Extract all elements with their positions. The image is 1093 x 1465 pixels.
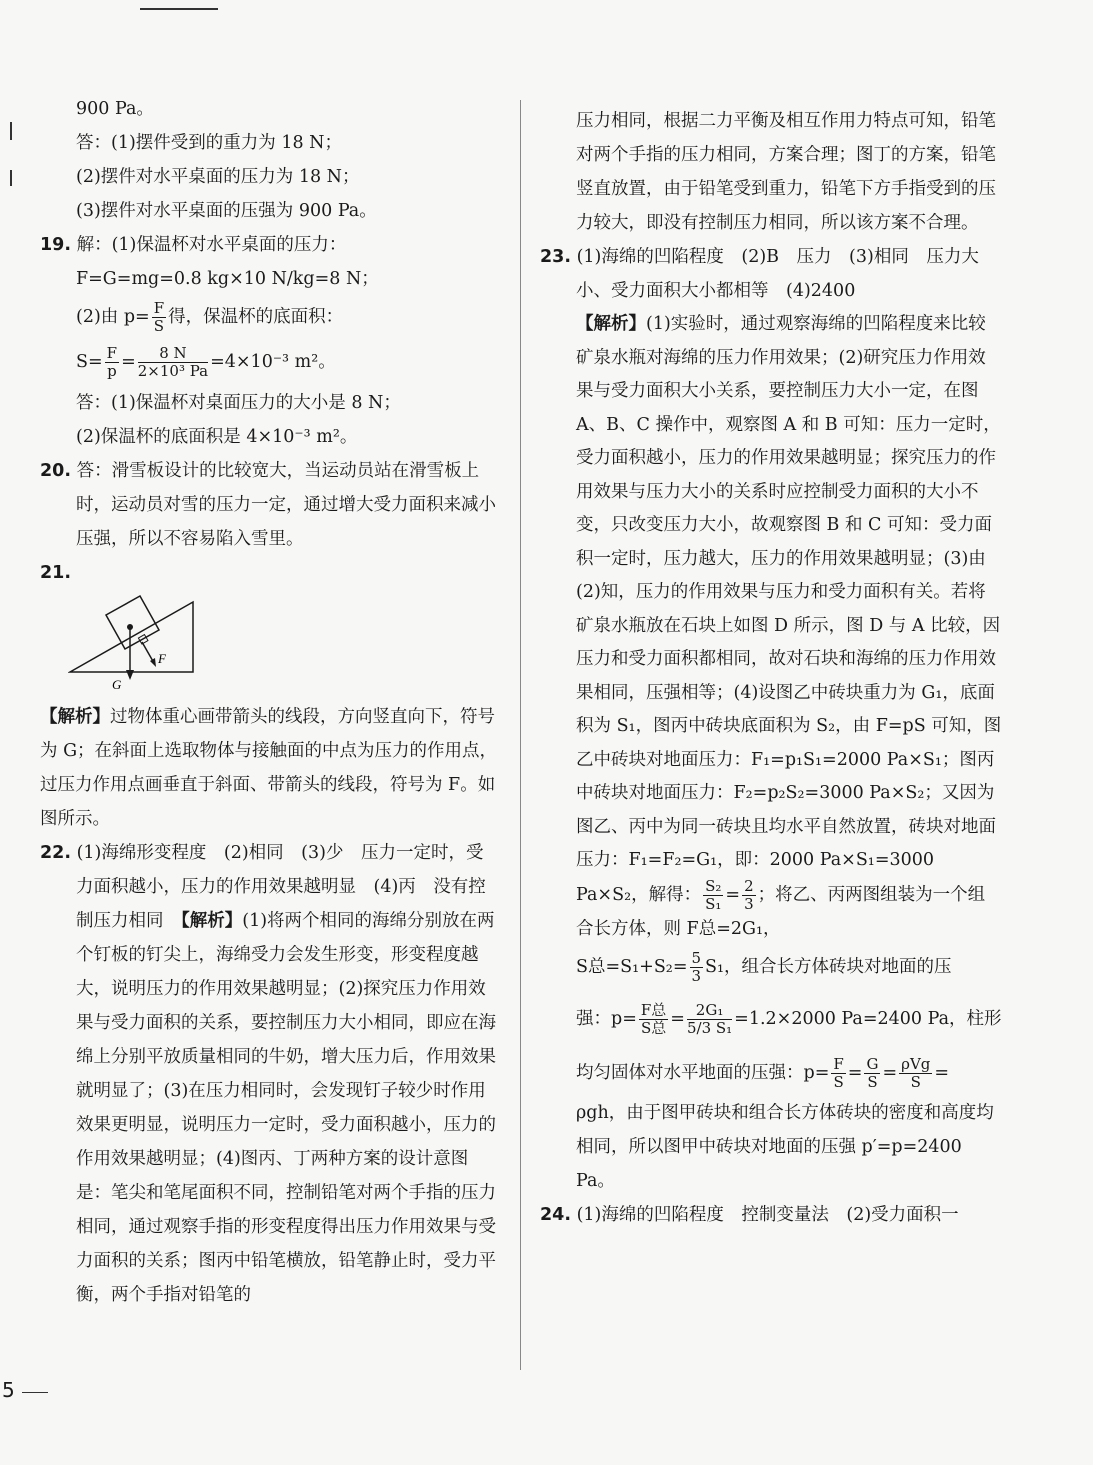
fraction: $\frac{F}{S}$ [153, 299, 165, 335]
question-number: 19. [40, 235, 72, 255]
incline-diagram-svg [68, 590, 228, 690]
text-line: 900 Pa。 [76, 99, 154, 119]
top-mark [140, 8, 218, 10]
question-23 [540, 240, 1002, 308]
force-label-G: G [112, 677, 122, 690]
question-24 [540, 1198, 1002, 1232]
pressure-arrowhead [150, 658, 156, 667]
analysis-text: ρgh，由于图甲砖块和组合长方体砖块的密度和高度均相同，所以图甲中砖块对地面的压强 p′=p=2400 Pa。 [576, 1103, 994, 1191]
text-line: (3)摆件对水平桌面的压强为 900 Pa。 [76, 201, 377, 221]
answer-text: (1)海绵的凹陷程度 (2)B 压力 (3)相同 压力大小、受力面积大小都相等 (4)2400 [576, 247, 979, 301]
equation: (2)由 p= $\frac{F}{S}$ 得，保温杯的底面积： [76, 299, 344, 335]
text-line: 压力相同，根据二力平衡及相互作用力特点可知，铅笔对两个手指的压力相同，方案合理；图丁的方案，铅笔竖直放置，由于铅笔受到重力，铅笔下方手指受到的压力较大，即没有控制压力相同，所以该方案不合理。 [576, 111, 996, 233]
analysis-text: 过物体重心画带箭头的线段，方向竖直向下，符号为 G；在斜面上选取物体与接触面的中点为压力的作用点，过压力作用点画垂直于斜面、带箭头的线段，符号为 F。如图所示。 [40, 707, 498, 829]
block [106, 596, 159, 649]
left-column [40, 92, 498, 1312]
equation: F=G=mg=0.8 kg×10 N/kg=8 N； [76, 269, 379, 289]
equation: 强：p= $\frac{\text{F总}}{\text{S总}}$ = $\frac{\text{2G₁}}{\text{5/3 S₁}}$ =1.2×2000 Pa=2400 Pa，柱形 [576, 1001, 1002, 1037]
fraction: $\frac{8 N}{\text{2×10³ Pa}}$ [137, 344, 209, 380]
answer-text: (1)海绵的凹陷程度 控制变量法 (2)受力面积一 [576, 1205, 959, 1225]
equation: 均匀固体对水平地面的压强：p= $\frac{F}{S}$ = $\frac{G}{S}$ = $\frac{\text{ρVg}}{S}$ = [576, 1055, 950, 1091]
analysis-text: ；将乙、丙两图组装为一个组合长方体，则 F总=2G₁， [576, 884, 986, 939]
fraction: $\frac{5}{3}$ [691, 949, 702, 985]
question-number: 23. [540, 247, 572, 267]
text-line: (2)摆件对水平桌面的压力为 18 N； [76, 167, 360, 187]
analysis-tag: 【解析】 [40, 707, 110, 727]
fraction: $\frac{G}{S}$ [866, 1055, 879, 1091]
question-number: 20. [40, 461, 72, 481]
analysis-21 [40, 700, 498, 836]
fraction: $\frac{\text{F总}}{\text{S总}}$ [640, 1001, 667, 1037]
fraction: $\frac{F}{S}$ [833, 1055, 844, 1091]
question-22 [40, 836, 498, 1312]
equation: S总=S₁+S₂= $\frac{5}{3}$ S₁，组合长方体砖块对地面的压 [576, 949, 952, 985]
answer-text: (1)海绵形变程度 (2)相同 (3)少 压力一定时，受力面积越小，压力的作用效果越明显 (4)丙 没有控制压力相同 [76, 843, 486, 931]
analysis-tag: 【解析】 [576, 314, 646, 334]
question-number: 21. [40, 563, 72, 583]
answer-text: 答：滑雪板设计的比较宽大，当运动员站在滑雪板上时，运动员对雪的压力一定，通过增大受力面积来减小压强，所以不容易陷入雪里。 [76, 461, 496, 549]
analysis-23: 【解析】(1)实验时，通过观察海绵的凹陷程度来比较矿泉水瓶对海绵的压力作用效果；(2)研究压力作用效果与受力面积大小关系，要控制压力大小一定，在图 A、B、C 操作中，观察图 A 和 B 可知：压力一定时，受力面积越小，压力的作用效果越明显；探究压力的作用效果与压力大小的关系时应控制受力面积的大小不变，只改变压力大小，故观察图 B 和 C 可知：受力面积一定时，压力越大，压力的作用效果越明显；(3)由(2)知，压力的作用效果与压力和受力面积有关。若将矿泉水瓶放在石块上如图 D 所示，图 D 与 A 比较，因压力和受力面积都相同，故对石块和海绵的压力作用效果相同，压强相等；(4)设图乙中砖块重力为 G₁，底面积为 S₁，图丙中砖块底面积为 S₂，由 F=pS 可知，图乙中砖块对地面压力：F₁=p₁S₁=2000 Pa×S₁；图丙中砖块对地面压力：F₂=p₂S₂=3000 Pa×S₂；又因为图乙、丙中为同一砖块且均水平自然放置，砖块对地面压力：F₁=F₂=G₁，即：2000 Pa×S₁=3000 Pa×S₂，解得： $\frac{\text{S₂}}{\text{S₁}}$ = $\frac{2}{3}$ ；将乙、丙两图组装为一个组合长方体，则 F总=2G₁， [576, 314, 1002, 939]
fraction: $\frac{F}{p}$ [106, 344, 118, 380]
incline-triangle [70, 602, 193, 672]
margin-mark [10, 122, 12, 140]
analysis-text: (1)实验时，通过观察海绵的凹陷程度来比较矿泉水瓶对海绵的压力作用效果；(2)研究压力作用效果与受力面积大小关系，要控制压力大小一定，在图 A、B、C 操作中，观察图 A 和 B 可知：压力一定时，受力面积越小，压力的作用效果越明显；探究压力的作用效果与压力大小的关系时应控制受力面积的大小不变，只改变压力大小，故观察图 B 和 C 可知：受力面积一定时，压力越大，压力的作用效果越明显；(3)由(2)知，压力的作用效果与压力和受力面积有关。若将矿泉水瓶放在石块上如图 D 所示，图 D 与 A 比较，因压力和受力面积都相同，故对石块和海绵的压力作用效果相同，压强相等；(4)设图乙中砖块重力为 G₁，底面积为 S₁，图丙中砖块底面积为 S₂，由 F=pS 可知，图乙中砖块对地面压力：F₁=p₁S₁=2000 Pa×S₁；图丙中砖块对地面压力：F₂=p₂S₂=3000 Pa×S₂；又因为图乙、丙中为同一砖块且均水平自然放置，砖块对地面压力：F₁=F₂=G₁，即：2000 Pa×S₁=3000 Pa×S₂，解得： [576, 314, 1002, 905]
analysis-text: (1)将两个相同的海绵分别放在两个钉板的钉尖上，海绵受力会发生形变，形变程度越大，说明压力的作用效果越明显；(2)探究压力作用效果与受力面积的关系，要控制压力大小相同，即应在海绵上分别平放质量相同的牛奶，增大压力后，作用效果就明显了；(3)在压力相同时，会发现钉子较少时作用效果更明显，说明压力一定时，受力面积越小，压力的作用效果越明显；(4)图丙、丁两种方案的设计意图是：笔尖和笔尾面积不同，控制铅笔对两个手指的压力相同，通过观察手指的形变程度得出压力作用效果与受力面积的关系；图丙中铅笔横放，铅笔静止时，受力平衡，两个手指对铅笔的 [76, 911, 496, 1305]
right-column [540, 104, 1002, 1232]
force-label-F: F [158, 651, 166, 666]
text-line: (2)保温杯的底面积是 4×10⁻³ m²。 [76, 427, 358, 447]
text-line: 答：(1)保温杯对桌面压力的大小是 8 N； [76, 393, 401, 413]
page-number-dash [22, 1392, 48, 1393]
fraction: $\frac{\text{S₂}}{\text{S₁}}$ [705, 876, 722, 913]
text-line: 解：(1)保温杯对水平桌面的压力： [76, 235, 347, 255]
text-line: 答：(1)摆件受到的重力为 18 N； [76, 133, 342, 153]
fraction: $\frac{2}{3}$ [744, 876, 754, 913]
question-19 [40, 228, 498, 262]
analysis-tag: 【解析】 [181, 911, 243, 931]
question-number: 24. [540, 1205, 572, 1225]
fraction: $\frac{\text{ρVg}}{S}$ [901, 1055, 931, 1091]
equation: S= $\frac{F}{p}$ = $\frac{8 N}{\text{2×10³ Pa}}$ =4×10⁻³ m²。 [76, 344, 336, 380]
fraction: $\frac{\text{2G₁}}{\text{5/3 S₁}}$ [686, 1001, 733, 1037]
question-21 [40, 556, 498, 590]
question-number: 22. [40, 843, 72, 863]
page-number: 5 [2, 1378, 15, 1402]
question-20 [40, 454, 498, 556]
margin-mark [10, 170, 12, 186]
incline-force-diagram [68, 590, 498, 690]
gravity-arrowhead [126, 670, 134, 680]
column-divider [520, 100, 521, 1370]
